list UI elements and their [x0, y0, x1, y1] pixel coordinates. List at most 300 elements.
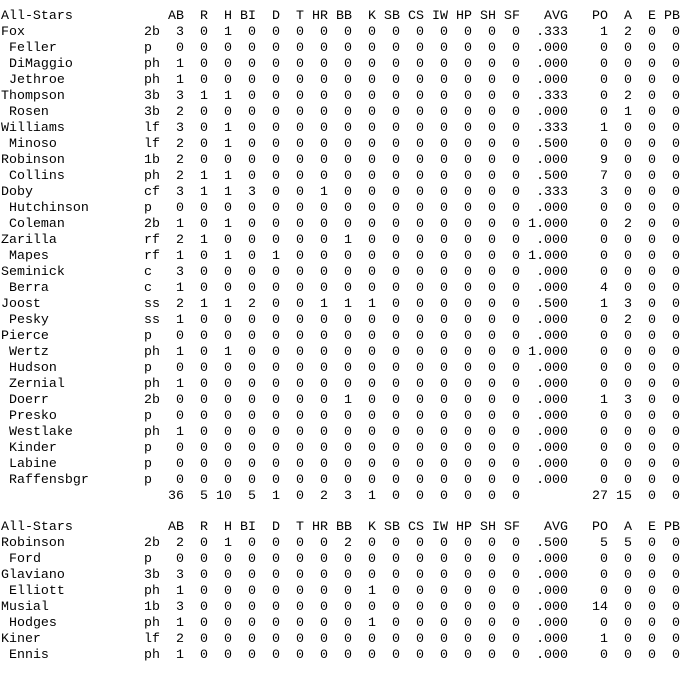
stat-cs: 0	[416, 104, 424, 119]
stat-h: 0	[224, 567, 232, 582]
stat-h: 1	[224, 216, 232, 231]
stat-hp: 0	[464, 551, 472, 566]
stat-d: 0	[272, 216, 280, 231]
stat-t: 0	[296, 615, 304, 630]
stat-e: 0	[648, 72, 656, 87]
stat-ab: 1	[176, 72, 184, 87]
stat-iw: 0	[440, 120, 448, 135]
stat-sh: 0	[488, 583, 496, 598]
stat-pb: 0	[672, 312, 680, 327]
stat-bb: 0	[344, 72, 352, 87]
stat-bi: 0	[248, 472, 256, 487]
stat-pb: 0	[672, 216, 680, 231]
table-row	[0, 424, 693, 440]
stat-po: 9	[600, 152, 608, 167]
stat-r: 0	[200, 136, 208, 151]
stat-bi: 0	[248, 264, 256, 279]
stat-pb: 0	[672, 56, 680, 71]
stat-po: 0	[600, 328, 608, 343]
stat-hp: 0	[464, 184, 472, 199]
stat-pb: 0	[672, 168, 680, 183]
stat-sh: 0	[488, 599, 496, 614]
stat-bb: 0	[344, 360, 352, 375]
stat-hr: 0	[320, 360, 328, 375]
player-position: lf	[144, 136, 160, 151]
stat-k: 0	[368, 216, 376, 231]
total-po: 27	[592, 488, 608, 503]
stat-t: 0	[296, 88, 304, 103]
stat-bb: 0	[344, 248, 352, 263]
stat-d: 0	[272, 184, 280, 199]
stat-cs: 0	[416, 647, 424, 662]
stat-ab: 0	[176, 392, 184, 407]
stat-bb: 0	[344, 120, 352, 135]
stat-bi: 0	[248, 104, 256, 119]
stat-t: 0	[296, 376, 304, 391]
player-name: Hutchinson	[9, 200, 89, 215]
stat-a: 0	[624, 631, 632, 646]
stat-t: 0	[296, 248, 304, 263]
stat-hr: 0	[320, 56, 328, 71]
stat-hp: 0	[464, 248, 472, 263]
stat-d: 0	[272, 599, 280, 614]
stat-iw: 0	[440, 264, 448, 279]
stat-sb: 0	[392, 615, 400, 630]
stat-e: 0	[648, 472, 656, 487]
stat-cs: 0	[416, 120, 424, 135]
column-header-pb: PB	[664, 8, 680, 23]
total-hr: 2	[320, 488, 328, 503]
stat-t: 0	[296, 408, 304, 423]
stat-cs: 0	[416, 615, 424, 630]
stat-bi: 0	[248, 392, 256, 407]
column-header-po: PO	[592, 519, 608, 534]
stat-bi: 0	[248, 631, 256, 646]
stat-t: 0	[296, 312, 304, 327]
stat-pb: 0	[672, 408, 680, 423]
player-name: Feller	[9, 40, 57, 55]
player-name: Robinson	[1, 535, 65, 550]
stat-bb: 0	[344, 152, 352, 167]
stat-sh: 0	[488, 408, 496, 423]
stat-sb: 0	[392, 456, 400, 471]
stat-sb: 0	[392, 248, 400, 263]
stat-cs: 0	[416, 296, 424, 311]
stat-iw: 0	[440, 551, 448, 566]
stat-bb: 0	[344, 40, 352, 55]
stat-h: 0	[224, 200, 232, 215]
stat-d: 0	[272, 647, 280, 662]
table-row	[0, 631, 693, 647]
stat-bb: 0	[344, 136, 352, 151]
stat-avg: .333	[536, 88, 568, 103]
table-title: All-Stars	[1, 8, 73, 23]
stat-sh: 0	[488, 200, 496, 215]
stat-t: 0	[296, 328, 304, 343]
stat-bb: 0	[344, 599, 352, 614]
player-name: Elliott	[9, 583, 65, 598]
stat-hp: 0	[464, 40, 472, 55]
stat-sb: 0	[392, 344, 400, 359]
stat-e: 0	[648, 440, 656, 455]
stat-hr: 0	[320, 647, 328, 662]
stat-iw: 0	[440, 280, 448, 295]
stat-e: 0	[648, 408, 656, 423]
stat-ab: 1	[176, 280, 184, 295]
stat-sh: 0	[488, 360, 496, 375]
stat-d: 0	[272, 583, 280, 598]
stat-hr: 0	[320, 328, 328, 343]
stat-k: 0	[368, 535, 376, 550]
stat-bi: 0	[248, 647, 256, 662]
stat-e: 0	[648, 248, 656, 263]
stat-bb: 0	[344, 583, 352, 598]
stat-e: 0	[648, 184, 656, 199]
stat-hr: 0	[320, 456, 328, 471]
stat-e: 0	[648, 376, 656, 391]
stat-r: 0	[200, 440, 208, 455]
stat-h: 0	[224, 599, 232, 614]
stat-bi: 0	[248, 408, 256, 423]
stat-e: 0	[648, 599, 656, 614]
stat-po: 1	[600, 120, 608, 135]
stat-hr: 0	[320, 535, 328, 550]
table-title: All-Stars	[1, 519, 73, 534]
stat-bi: 0	[248, 200, 256, 215]
stat-sb: 0	[392, 392, 400, 407]
player-name: Pierce	[1, 328, 49, 343]
stat-sf: 0	[512, 647, 520, 662]
stat-h: 1	[224, 184, 232, 199]
stat-r: 1	[200, 296, 208, 311]
stat-po: 0	[600, 472, 608, 487]
stat-r: 0	[200, 328, 208, 343]
stat-cs: 0	[416, 56, 424, 71]
total-bi: 5	[248, 488, 256, 503]
stat-iw: 0	[440, 232, 448, 247]
stat-t: 0	[296, 424, 304, 439]
stat-iw: 0	[440, 535, 448, 550]
stat-avg: .000	[536, 424, 568, 439]
table-row	[0, 56, 693, 72]
stat-cs: 0	[416, 408, 424, 423]
stat-e: 0	[648, 168, 656, 183]
stat-ab: 2	[176, 136, 184, 151]
player-name: Doerr	[9, 392, 49, 407]
stat-t: 0	[296, 360, 304, 375]
stat-po: 14	[592, 599, 608, 614]
stat-sh: 0	[488, 312, 496, 327]
stat-ab: 1	[176, 583, 184, 598]
table-row	[0, 40, 693, 56]
stat-t: 0	[296, 472, 304, 487]
stat-k: 0	[368, 440, 376, 455]
stat-hp: 0	[464, 56, 472, 71]
stat-d: 0	[272, 312, 280, 327]
total-e: 0	[648, 488, 656, 503]
stat-a: 5	[624, 535, 632, 550]
stat-d: 0	[272, 472, 280, 487]
player-position: p	[144, 440, 152, 455]
stat-r: 0	[200, 344, 208, 359]
table-row	[0, 88, 693, 104]
stat-e: 0	[648, 40, 656, 55]
stat-sf: 0	[512, 296, 520, 311]
stat-bi: 0	[248, 280, 256, 295]
stat-sb: 0	[392, 599, 400, 614]
player-name: Westlake	[9, 424, 73, 439]
stat-sb: 0	[392, 40, 400, 55]
stat-hr: 0	[320, 583, 328, 598]
stat-a: 0	[624, 440, 632, 455]
stat-hp: 0	[464, 344, 472, 359]
stat-k: 0	[368, 88, 376, 103]
stat-hr: 0	[320, 440, 328, 455]
total-pb: 0	[672, 488, 680, 503]
stat-hr: 0	[320, 200, 328, 215]
stat-avg: .333	[536, 184, 568, 199]
stat-sh: 0	[488, 168, 496, 183]
stat-bi: 0	[248, 599, 256, 614]
stat-t: 0	[296, 232, 304, 247]
stat-sf: 0	[512, 40, 520, 55]
stat-iw: 0	[440, 567, 448, 582]
stat-t: 0	[296, 631, 304, 646]
stat-hr: 0	[320, 232, 328, 247]
stat-iw: 0	[440, 296, 448, 311]
stat-hp: 0	[464, 328, 472, 343]
stat-hr: 0	[320, 136, 328, 151]
stat-sb: 0	[392, 567, 400, 582]
player-position: ph	[144, 583, 160, 598]
stat-hp: 0	[464, 152, 472, 167]
stat-hr: 0	[320, 72, 328, 87]
player-position: ph	[144, 168, 160, 183]
stat-pb: 0	[672, 440, 680, 455]
stat-ab: 0	[176, 40, 184, 55]
stat-h: 1	[224, 344, 232, 359]
stat-po: 0	[600, 551, 608, 566]
stat-po: 0	[600, 216, 608, 231]
stat-iw: 0	[440, 328, 448, 343]
stat-sf: 0	[512, 408, 520, 423]
stat-e: 0	[648, 424, 656, 439]
stat-sh: 0	[488, 440, 496, 455]
stat-iw: 0	[440, 200, 448, 215]
stat-e: 0	[648, 392, 656, 407]
stat-r: 0	[200, 535, 208, 550]
stat-t: 0	[296, 440, 304, 455]
stat-sb: 0	[392, 360, 400, 375]
stat-sb: 0	[392, 216, 400, 231]
stat-sb: 0	[392, 328, 400, 343]
player-position: lf	[144, 631, 160, 646]
stat-h: 0	[224, 647, 232, 662]
stat-bi: 0	[248, 344, 256, 359]
table-row	[0, 136, 693, 152]
stat-r: 0	[200, 472, 208, 487]
column-header-h: H	[224, 519, 232, 534]
column-header-bb: BB	[336, 519, 352, 534]
stat-bb: 0	[344, 168, 352, 183]
player-name: Joost	[1, 296, 41, 311]
stat-po: 0	[600, 647, 608, 662]
stat-sf: 0	[512, 631, 520, 646]
stat-iw: 0	[440, 248, 448, 263]
stat-avg: .000	[536, 599, 568, 614]
stat-h: 0	[224, 104, 232, 119]
stat-r: 0	[200, 200, 208, 215]
stat-cs: 0	[416, 599, 424, 614]
stat-sf: 0	[512, 328, 520, 343]
stat-r: 0	[200, 599, 208, 614]
stat-k: 0	[368, 472, 376, 487]
stat-cs: 0	[416, 24, 424, 39]
stat-hp: 0	[464, 312, 472, 327]
stat-r: 0	[200, 248, 208, 263]
stat-a: 0	[624, 328, 632, 343]
stat-a: 0	[624, 232, 632, 247]
stat-t: 0	[296, 24, 304, 39]
column-header-t: T	[296, 519, 304, 534]
player-position: p	[144, 200, 152, 215]
stat-hr: 0	[320, 312, 328, 327]
stat-hp: 0	[464, 200, 472, 215]
stat-po: 0	[600, 360, 608, 375]
stat-pb: 0	[672, 456, 680, 471]
stat-d: 0	[272, 535, 280, 550]
column-header-a: A	[624, 8, 632, 23]
column-header-bb: BB	[336, 8, 352, 23]
stat-k: 0	[368, 56, 376, 71]
stat-h: 0	[224, 264, 232, 279]
stat-sh: 0	[488, 216, 496, 231]
stat-d: 0	[272, 392, 280, 407]
total-cs: 0	[416, 488, 424, 503]
player-name: Seminick	[1, 264, 65, 279]
stat-d: 0	[272, 280, 280, 295]
stat-sf: 0	[512, 376, 520, 391]
stat-cs: 0	[416, 472, 424, 487]
table-row	[0, 599, 693, 615]
stat-d: 0	[272, 551, 280, 566]
stat-po: 0	[600, 200, 608, 215]
totals-row	[0, 488, 693, 504]
column-header-ab: AB	[168, 8, 184, 23]
column-header-e: E	[648, 519, 656, 534]
stat-pb: 0	[672, 200, 680, 215]
stat-a: 2	[624, 24, 632, 39]
stat-d: 0	[272, 40, 280, 55]
stat-bi: 0	[248, 88, 256, 103]
stat-sh: 0	[488, 152, 496, 167]
stat-avg: .000	[536, 456, 568, 471]
stat-h: 0	[224, 312, 232, 327]
stat-pb: 0	[672, 551, 680, 566]
stat-e: 0	[648, 264, 656, 279]
stat-t: 0	[296, 456, 304, 471]
stat-avg: .333	[536, 24, 568, 39]
stat-po: 0	[600, 264, 608, 279]
stat-d: 0	[272, 344, 280, 359]
stat-d: 0	[272, 567, 280, 582]
stat-cs: 0	[416, 392, 424, 407]
stat-sf: 0	[512, 88, 520, 103]
stat-pb: 0	[672, 392, 680, 407]
column-header-hp: HP	[456, 8, 472, 23]
stat-bb: 0	[344, 264, 352, 279]
stat-d: 0	[272, 631, 280, 646]
stat-hp: 0	[464, 567, 472, 582]
stat-sf: 0	[512, 152, 520, 167]
stat-bi: 0	[248, 376, 256, 391]
stat-h: 0	[224, 232, 232, 247]
stat-bb: 0	[344, 184, 352, 199]
stat-hr: 0	[320, 152, 328, 167]
stat-h: 1	[224, 535, 232, 550]
stat-sb: 0	[392, 136, 400, 151]
player-position: p	[144, 328, 152, 343]
stat-sb: 0	[392, 24, 400, 39]
stat-bi: 0	[248, 424, 256, 439]
column-header-e: E	[648, 8, 656, 23]
table-row	[0, 120, 693, 136]
stat-cs: 0	[416, 200, 424, 215]
player-name: Kinder	[9, 440, 57, 455]
total-r: 5	[200, 488, 208, 503]
player-name: Ennis	[9, 647, 49, 662]
column-header-h: H	[224, 8, 232, 23]
player-name: Labine	[9, 456, 57, 471]
stat-k: 0	[368, 312, 376, 327]
stat-po: 0	[600, 104, 608, 119]
stat-avg: 1.000	[528, 216, 568, 231]
stat-a: 2	[624, 312, 632, 327]
stat-t: 0	[296, 647, 304, 662]
stat-hp: 0	[464, 376, 472, 391]
stat-h: 0	[224, 583, 232, 598]
stat-avg: .000	[536, 104, 568, 119]
stat-t: 0	[296, 136, 304, 151]
stat-ab: 0	[176, 440, 184, 455]
stat-hr: 0	[320, 551, 328, 566]
stat-sf: 0	[512, 200, 520, 215]
table-row	[0, 152, 693, 168]
stat-sh: 0	[488, 615, 496, 630]
stat-avg: .000	[536, 72, 568, 87]
stat-sf: 0	[512, 184, 520, 199]
stat-sb: 0	[392, 56, 400, 71]
stat-hp: 0	[464, 408, 472, 423]
player-position: p	[144, 456, 152, 471]
player-name: Rosen	[9, 104, 49, 119]
stat-hr: 0	[320, 472, 328, 487]
total-bb: 3	[344, 488, 352, 503]
stat-h: 0	[224, 472, 232, 487]
player-name: Musial	[1, 599, 49, 614]
stat-a: 0	[624, 583, 632, 598]
stat-h: 0	[224, 440, 232, 455]
stat-bi: 0	[248, 551, 256, 566]
stat-hr: 1	[320, 296, 328, 311]
stat-hp: 0	[464, 472, 472, 487]
stat-d: 0	[272, 408, 280, 423]
stat-bi: 0	[248, 328, 256, 343]
stat-cs: 0	[416, 232, 424, 247]
column-header-d: D	[272, 519, 280, 534]
stat-sf: 0	[512, 56, 520, 71]
column-header-cs: CS	[408, 519, 424, 534]
